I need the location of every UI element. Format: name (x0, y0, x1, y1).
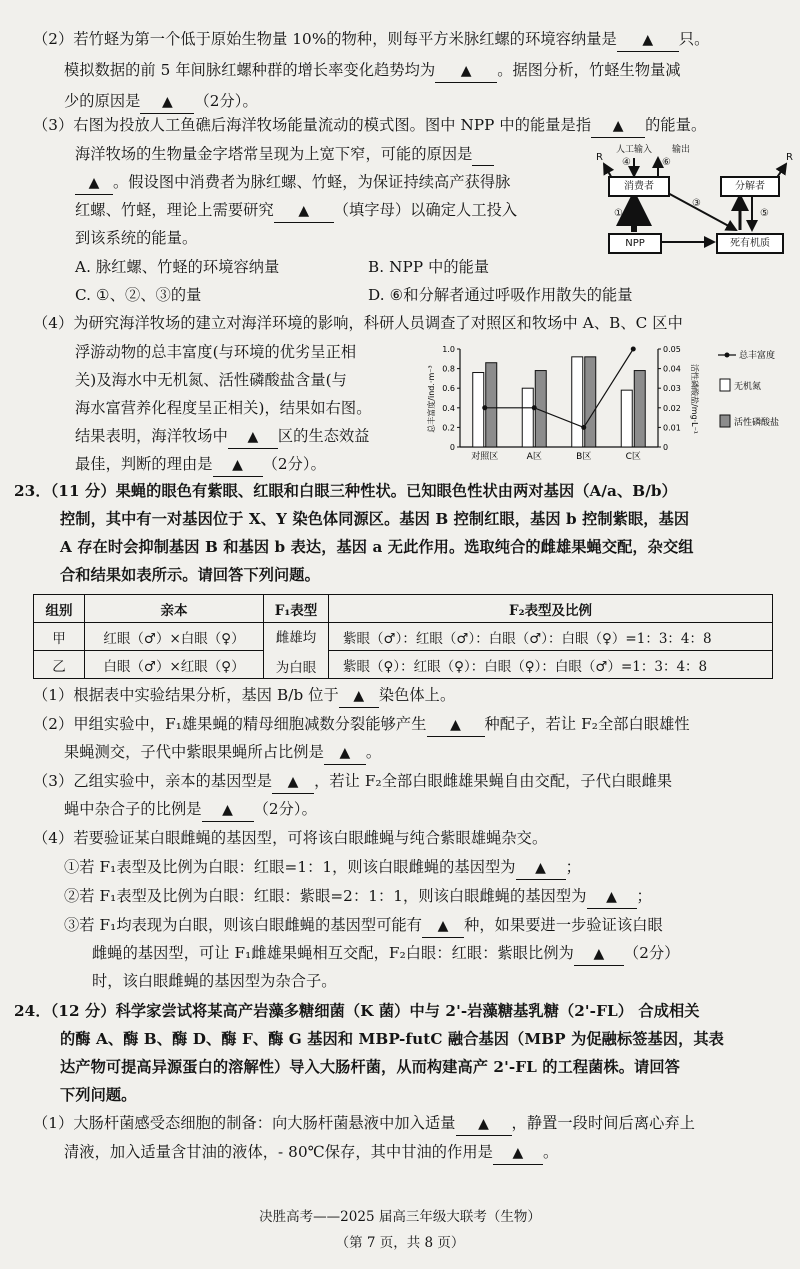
cell-f2: 紫眼（♀）：红眼（♀）：白眼（♀）：白眼（♂）=1：3：4：8 (329, 651, 773, 679)
left-tick-label: 0.6 (442, 384, 455, 394)
q22-3-line1: （3）右图为投放人工鱼礁后海洋牧场能量流动的模式图。图中 NPP 中的能量是指 ▲ 的能量。 (33, 115, 706, 138)
left-tick-label: 0 (449, 443, 455, 452)
respiration-label: R (596, 152, 603, 163)
cell-group: 甲 (34, 623, 85, 651)
artificial-input-label: 人工输入 (616, 145, 653, 155)
answer-blank[interactable]: ▲ (574, 944, 624, 966)
cross-results-table (33, 594, 773, 679)
q23-1: （1）根据表中实验结果分析，基因 B/b 位于 ▲ 染色体上。 (33, 685, 455, 708)
q22-2-line2: 模拟数据的前 5 年间脉红螺种群的增长率变化趋势均为 ▲ 。据图分析，竹蛏生物量减 (64, 60, 681, 83)
answer-blank[interactable]: ▲ (339, 686, 379, 708)
q22-4-line1: （4）为研究海洋牧场的建立对海洋环境的影响，科研人员调查了对照区和牧场中 A、B、C 区中 (33, 314, 683, 332)
category-label: 对照区 (471, 452, 499, 462)
circled-4: ④ (622, 157, 631, 168)
answer-blank[interactable]: ▲ (272, 772, 314, 794)
legend-line-marker (725, 353, 730, 358)
q22-2-line3: 少的原因是 ▲ （2分）。 (64, 91, 258, 114)
cell-parents: 白眼（♂）×红眼（♀） (85, 651, 264, 679)
col-header-parents: 亲本 (85, 595, 264, 623)
answer-blank[interactable]: ▲ (516, 858, 566, 880)
option-b: B. NPP 中的能量 (368, 258, 490, 276)
circled-1: ① (614, 208, 623, 219)
option-c: C. ①、②、③的量 (75, 286, 202, 304)
line-total-richness (485, 349, 634, 427)
q23-line1: 23．（11 分）果蝇的眼色有紫眼、红眼和白眼三种性状。已知眼色性状由两对基因（A/a、B/b） (14, 482, 677, 500)
right-tick-label: 0.02 (663, 403, 681, 413)
q23-4-item3-line3: 时，该白眼雌蝇的基因型为杂合子。 (92, 972, 337, 990)
q23-2-line1: （2）甲组实验中，F₁雄果蝇的精母细胞减数分裂能够产生 ▲ 种配子，若让 F₂全部白眼雄性 (33, 714, 690, 737)
q22-3-line4: 红螺、竹蛏，理论上需要研究 ▲ （填字母）以确定人工投入 (75, 200, 517, 223)
footer-page-number: （第 7 页，共 8 页） (335, 1235, 465, 1251)
q22-4-line4: 海水富营养化程度呈正相关)，结果如右图。 (75, 399, 372, 417)
q23-4-item3-line2: 雌蝇的基因型，可让 F₁雌雄果蝇相互交配，F₂白眼：红眼：紫眼比例为 ▲ （2分） (92, 943, 680, 966)
bar-inorganic-nitrogen (621, 390, 632, 447)
left-tick-label: 0.2 (442, 423, 455, 433)
answer-blank[interactable]: ▲ (427, 715, 485, 737)
table-row (34, 623, 773, 651)
q23-4-item2: ②若 F₁表型及比例为白眼：红眼：紫眼=2：1：1，则该白眼雌蝇的基因型为 ▲ ； (64, 886, 652, 909)
q24-line2: 的酶 A、酶 B、酶 D、酶 F、酶 G 基因和 MBP-futC 融合基因（MBP 为促融标签基因，其表 (60, 1030, 724, 1048)
q23-line2: 控制，其中有一对基因位于 X、Y 染色体同源区。基因 B 控制红眼，基因 b 控制紫眼，基因 (60, 510, 690, 528)
q24-line3: 达产物可提高异源蛋白的溶解性）导入大肠杆菌，从而构建高产 2'-FL 的工程菌株。请回答 (60, 1058, 680, 1076)
legend-swatch-nitrogen (720, 379, 730, 391)
q24-1-line2: 清液，加入适量含甘油的液体，- 80℃保存，其中甘油的作用是 ▲ 。 (64, 1142, 558, 1165)
right-tick-label: 0.04 (663, 364, 681, 374)
consumer-box: 消费者 (608, 176, 670, 197)
table-row (34, 651, 773, 679)
right-tick-label: 0.05 (663, 345, 681, 354)
right-tick-label: 0.01 (663, 423, 681, 433)
answer-blank[interactable]: ▲ (493, 1143, 543, 1165)
option-d: D. ⑥和分解者通过呼吸作用散失的能量 (368, 286, 633, 304)
answer-blank[interactable]: ▲ (274, 201, 334, 223)
q22-4-line3: 关)及海水中无机氮、活性磷酸盐含量(与 (75, 371, 347, 389)
bar-inorganic-nitrogen (473, 373, 484, 447)
left-tick-label: 0.8 (442, 364, 455, 374)
answer-blank[interactable]: ▲ (587, 887, 637, 909)
category-label: B区 (576, 452, 592, 462)
option-a: A. 脉红螺、竹蛏的环境容纳量 (75, 258, 280, 276)
circled-6: ⑥ (662, 157, 671, 168)
col-header-group: 组别 (34, 595, 85, 623)
answer-blank[interactable]: ▲ (75, 173, 113, 195)
answer-blank[interactable]: ▲ (591, 116, 645, 138)
answer-blank[interactable]: ▲ (140, 92, 194, 114)
q23-4-item3-line1: ③若 F₁均表现为白眼，则该白眼雌蝇的基因型可能有 ▲ 种，如果要进一步验证该白眼 (64, 915, 663, 938)
answer-blank[interactable]: ▲ (324, 743, 366, 765)
footer-title: 决胜高考——2025 届高三年级大联考（生物） (259, 1209, 541, 1225)
answer-blank[interactable]: ▲ (456, 1114, 512, 1136)
bar-phosphate (634, 371, 645, 447)
answer-blank[interactable]: ▲ (617, 30, 679, 52)
right-axis-label: 活性磷酸盐/mg·L⁻¹ (690, 364, 699, 434)
left-tick-label: 1.0 (442, 345, 455, 354)
legend-label: 无机氮 (734, 382, 762, 392)
table-header-row (34, 595, 773, 623)
line-point (482, 405, 487, 410)
cell-group: 乙 (34, 651, 85, 679)
line-point (631, 347, 636, 352)
bar-phosphate (585, 357, 596, 447)
line-point (581, 425, 586, 430)
right-tick-label: 0 (663, 443, 669, 452)
right-tick-label: 0.03 (663, 384, 681, 394)
q23-4-item1: ①若 F₁表型及比例为白眼：红眼=1：1，则该白眼雌蝇的基因型为 ▲ ； (64, 857, 581, 880)
answer-blank[interactable]: ▲ (202, 800, 254, 822)
q24-1-line1: （1）大肠杆菌感受态细胞的制备：向大肠杆菌悬液中加入适量 ▲ ，静置一段时间后离心弃上 (33, 1113, 695, 1136)
q23-3-line2: 蝇中杂合子的比例是 ▲ （2分）。 (64, 799, 317, 822)
bar-inorganic-nitrogen (522, 388, 533, 447)
category-label: C区 (625, 452, 641, 462)
line-point (532, 405, 537, 410)
circled-5: ⑤ (760, 208, 769, 219)
legend-swatch-phosphate (720, 415, 730, 427)
respiration-label: R (786, 152, 793, 163)
q22-3-line2: 海洋牧场的生物量金字塔常呈现为上宽下窄，可能的原因是 (75, 144, 494, 166)
chart-svg (400, 339, 796, 469)
output-label: 输出 (672, 145, 691, 155)
energy-flow-diagram (596, 145, 796, 254)
answer-blank[interactable]: ▲ (435, 61, 497, 83)
q23-line3: A 存在时会抑制基因 B 和基因 b 表达，基因 a 无此作用。选取纯合的雌雄果蝇交配，杂交组 (60, 538, 694, 556)
answer-blank-start[interactable] (472, 144, 494, 166)
q22-4-line5: 结果表明，海洋牧场中 ▲ 区的生态效益 (75, 426, 370, 449)
q24-line1: 24．（12 分）科学家尝试将某高产岩藻多糖细菌（K 菌）中与 2'-岩藻糖基乳糖（2'-FL） 合成相关 (14, 1002, 700, 1020)
col-header-f1: F₁表型 (264, 595, 329, 623)
cell-parents: 红眼（♂）×白眼（♀） (85, 623, 264, 651)
q22-2-line1: （2）若竹蛏为第一个低于原始生物量 10%的物种，则每平方米脉红螺的环境容纳量是 ▲ 只。 (33, 29, 709, 52)
q23-4-line1: （4）若要验证某白眼雌蝇的基因型，可将该白眼雌蝇与纯合紫眼雄蝇杂交。 (33, 829, 548, 847)
bar-inorganic-nitrogen (572, 357, 583, 447)
q23-3-line1: （3）乙组实验中，亲本的基因型是 ▲ ，若让 F₂全部白眼雌雄果蝇自由交配，子代白眼雌果 (33, 771, 672, 794)
category-label: A区 (526, 452, 542, 462)
q22-4-line6: 最佳，判断的理由是 ▲ （2分）。 (75, 454, 326, 477)
q23-line4: 合和结果如表所示。请回答下列问题。 (60, 566, 320, 584)
col-header-f2: F₂表型及比例 (329, 595, 773, 623)
answer-blank[interactable]: ▲ (228, 427, 278, 449)
q23-2-line2: 果蝇测交，子代中紫眼果蝇所占比例是 ▲ 。 (64, 742, 381, 765)
q22-3-line5: 到该系统的能量。 (75, 229, 198, 247)
legend-label: 总丰富度 (739, 351, 776, 361)
left-tick-label: 0.4 (442, 403, 455, 413)
cell-f1: 雌雄均 为白眼 (264, 623, 329, 679)
npp-box: NPP (608, 233, 662, 254)
cell-f2: 紫眼（♂）：红眼（♂）：白眼（♂）：白眼（♀）=1：3：4：8 (329, 623, 773, 651)
answer-blank[interactable]: ▲ (422, 916, 464, 938)
bar-phosphate (486, 363, 497, 447)
dead-organic-box: 死有机质 (716, 233, 784, 254)
plankton-nutrient-chart (400, 339, 796, 469)
answer-blank[interactable]: ▲ (213, 455, 263, 477)
q22-4-line2: 浮游动物的总丰富度(与环境的优劣呈正相 (75, 343, 357, 361)
circled-3: ③ (692, 198, 701, 209)
decomposer-box: 分解者 (720, 176, 780, 197)
left-axis-label: 总丰富度/ind.·m⁻³ (427, 365, 436, 433)
q24-line4: 下列问题。 (60, 1086, 137, 1104)
q22-3-line3: ▲ 。假设图中消费者为脉红螺、竹蛏，为保证持续高产获得脉 (75, 172, 510, 195)
legend-label: 活性磷酸盐 (734, 418, 780, 428)
